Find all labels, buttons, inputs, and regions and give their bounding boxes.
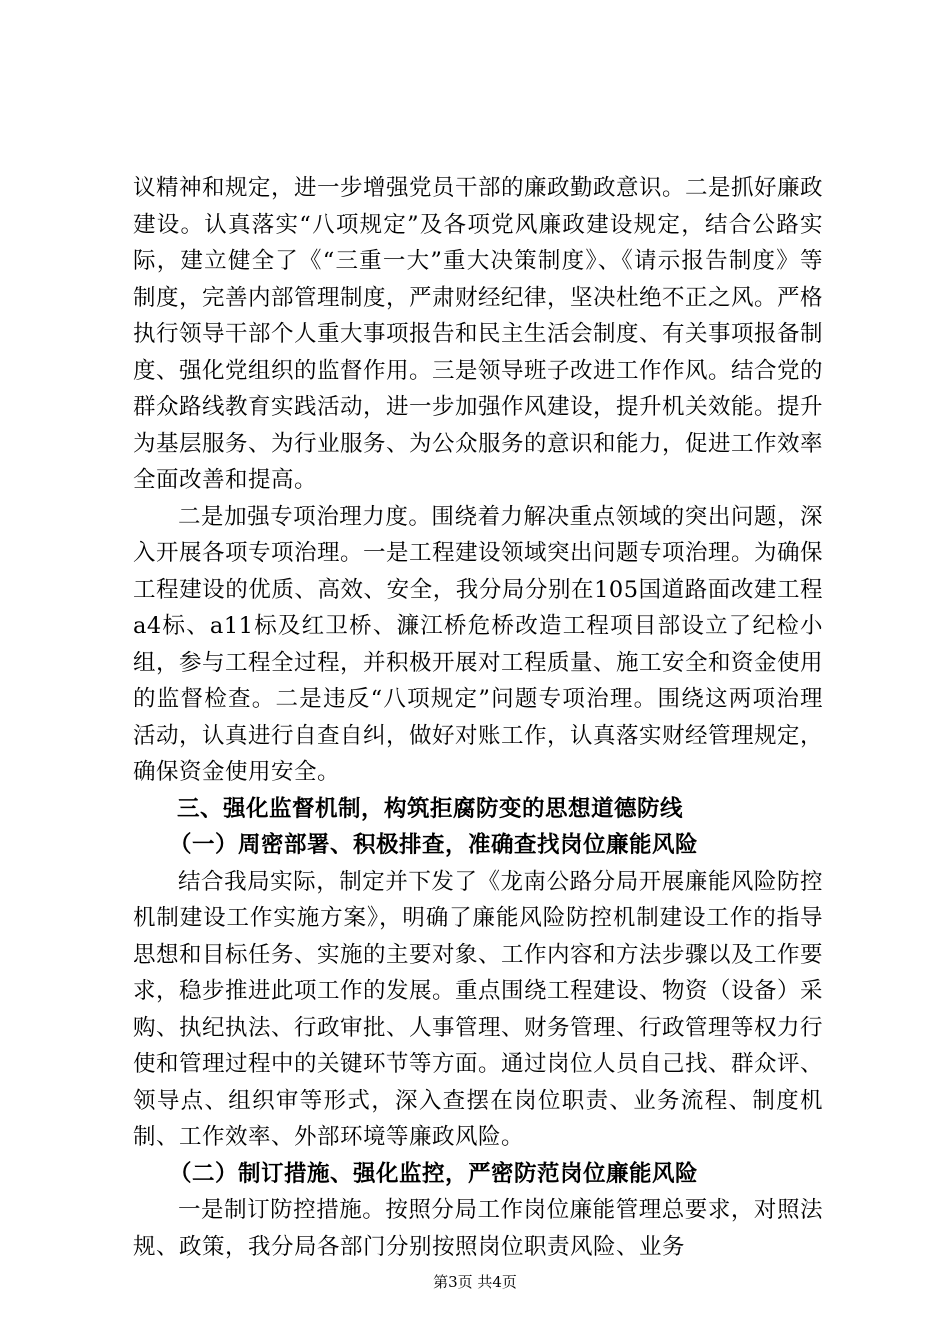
paragraph-control-measures: 一是制订防控措施。按照分局工作岗位廉能管理总要求，对照法规、政策，我分局各部门分别按照岗位职责风险、业务 bbox=[133, 1197, 823, 1260]
page-number-footer: 第3页 共4页 bbox=[433, 1273, 517, 1291]
subsection-heading-2: （二）制订措施、强化监控，严密防范岗位廉能风险 bbox=[169, 1160, 699, 1187]
subsection-heading-1: （一）周密部署、积极排查，准确查找岗位廉能风险 bbox=[169, 832, 699, 858]
paragraph-party-conduct: 议精神和规定，进一步增强党员干部的廉政勤政意识。二是抓好廉政建设。认真落实“八项规定”及各项党风廉政建设规定，结合公路实际，建立健全了《“三重一大”重大决策制度》、《请示报告制度》等制度，完善内部管理制度，严肃财经纪律，坚决杜绝不正之风。严格执行领导干部个人重大事项报告和民主生活会制度、有关事项报备制度、强化党组织的监督作用。三是领导班子改进工作作风。结合党的群众路线教育实践活动，进一步加强作风建设，提升机关效能。提升为基层服务、为行业服务、为公众服务的意识和能力，促进工作效率全面改善和提高。 bbox=[133, 175, 824, 493]
paragraph-risk-identification: 结合我局实际，制定并下发了《龙南公路分局开展廉能风险防控机制建设工作实施方案》，明确了廉能风险防控机制建设工作的指导思想和目标任务、实施的主要对象、工作内容和方法步骤以及工作要求，稳步推进此项工作的发展。重点围绕工程建设、物资（设备）采购、执纪执法、行政审批、人事管理、财务管理、行政管理等权力行使和管理过程中的关键环节等方面。通过岗位人员自己找、群众评、领导点、组织审等形式，深入查摆在岗位职责、业务流程、制度机制、工作效率、外部环境等廉政风险。 bbox=[133, 868, 824, 1150]
paragraph-special-governance: 二是加强专项治理力度。围绕着力解决重点领域的突出问题，深入开展各项专项治理。一是工程建设领域突出问题专项治理。为确保工程建设的优质、高效、安全，我分局分别在105国道路面改建工程a4标、a11标及红卫桥、濂江桥危桥改造工程项目部设立了纪检小组，参与工程全过程，并积极开展对工程质量、施工安全和资金使用的监督检查。二是违反“八项规定”问题专项治理。围绕这两项治理活动，认真进行自查自纠，做好对账工作，认真落实财经管理规定，确保资金使用安全。 bbox=[133, 503, 824, 785]
section-heading-3: 三、强化监督机制，构筑拒腐防变的思想道德防线 bbox=[177, 795, 684, 822]
document-body bbox=[133, 170, 823, 1265]
